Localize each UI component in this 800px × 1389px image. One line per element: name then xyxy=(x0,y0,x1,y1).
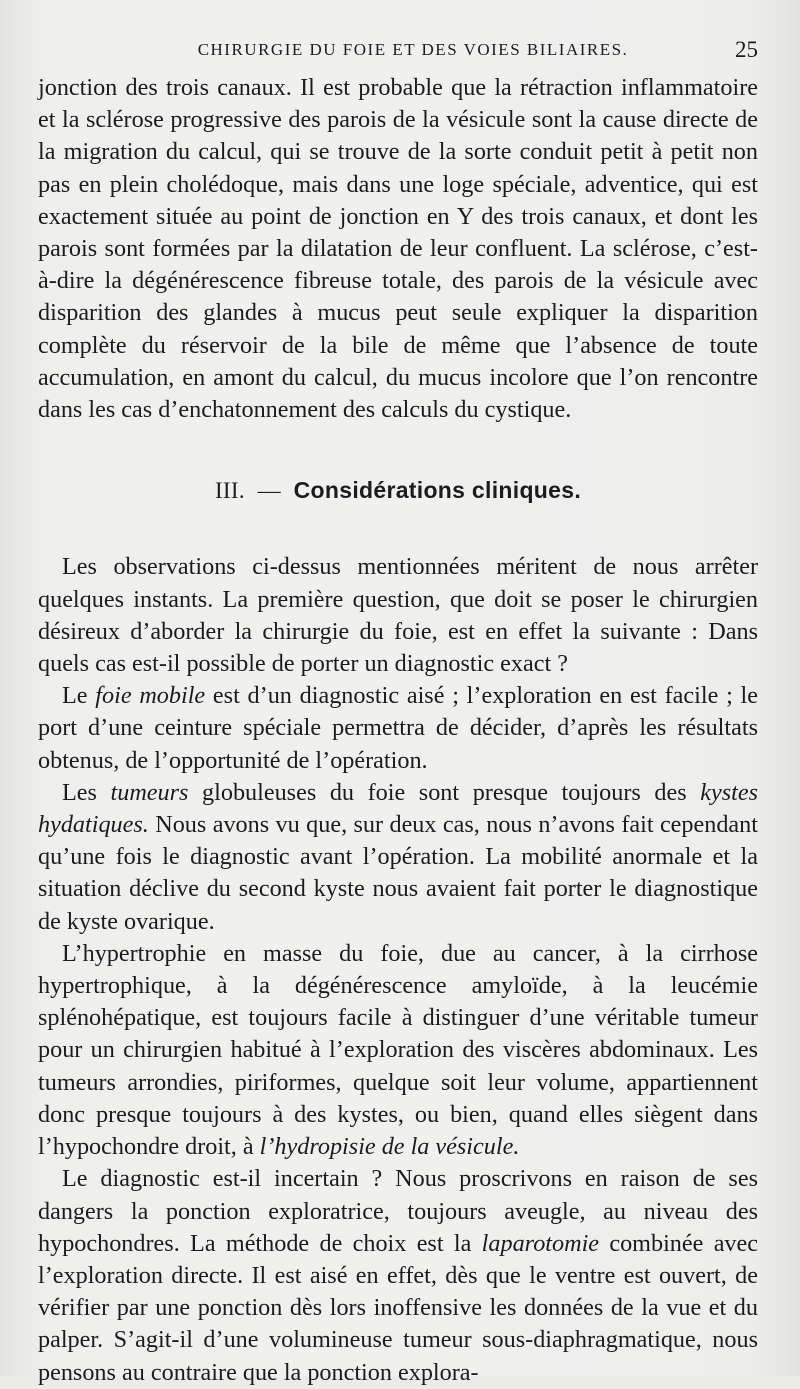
section-heading xyxy=(38,474,758,507)
page-number: 25 xyxy=(735,37,758,62)
text-run: Le diagnostic est-il incertain ? Nous proscrivons en raison de ses dangers la ponction exploratrice, toujours aveugle, au niveau des hypochondres. La méthode de choix est la xyxy=(38,1165,758,1257)
text-run: combinée avec l’exploration directe. Il est aisé en effet, dès que le ventre est ouvert, de vérifier par une ponction dès lors inoffensive les données de la vue et du palper. S’agit-il d’une volumineuse tumeur sous-diaphragmatique, nous pensons au contraire que la ponction explora- xyxy=(38,1229,758,1386)
text-run: Les xyxy=(62,778,111,806)
section-dash: — xyxy=(257,478,281,504)
paragraph-diagnostic xyxy=(38,1163,758,1388)
paragraph-tumeurs xyxy=(38,777,758,938)
paragraph-observations: Les observations ci-dessus mentionnées méritent de nous arrêter quelques instants. La première question, que doit se poser le chirurgien désireux d’aborder la chirurgie du foie, est en effet la suivante : Dans quels cas est-il possible de porter un diagnostic exact ? xyxy=(38,553,758,678)
running-header xyxy=(38,30,758,70)
text-run: globuleuses du foie sont presque toujours des xyxy=(188,778,701,806)
italic-term: kystes hydatiques. xyxy=(38,778,758,839)
italic-term: l’hydropisie de la vésicule. xyxy=(259,1133,520,1161)
text-run: L’hypertrophie en masse du foie, due au cancer, à la cirrhose hypertrophique, à la dégénérescence amyloïde, à la leucémie splénohépatique, est toujours facile à distinguer d’une véritable tumeur pour un chirurgien habitué à l’exploration des viscères abdominaux. Les tumeurs arrondies, piriformes, quelque soit leur volume, appartiennent donc presque toujours à des kystes, ou bien, quand elles siègent dans l’hypochondre droit, à xyxy=(38,939,758,1161)
paragraph-foie-mobile xyxy=(38,680,758,777)
text-run: est d’un diagnostic aisé ; l’exploration en est facile ; le port d’une ceinture spéciale permettra de décider, d’après les résultats obtenus, de l’opportunité de l’opération. xyxy=(38,682,759,774)
section-number: III. xyxy=(214,478,245,504)
text-run: Nous avons vu que, sur deux cas, nous n’avons fait cependant qu’une fois le diagnostic avant l’opération. La mobilité anormale et la situation déclive du second kyste nous avaient fait porter le diagnostique de kyste ovarique. xyxy=(38,811,758,935)
italic-term: laparotomie xyxy=(481,1229,600,1257)
paragraph-continuation: jonction des trois canaux. Il est probable que la rétraction inflammatoire et la sclérose progressive des parois de la vésicule sont la cause directe de la migration du calcul, qui se trouve de la sorte conduit petit à petit non pas en plein cholédoque, mais dans une loge spéciale, adventice, qui est exactement située au point de jonction en Y des trois canaux, et dont les parois sont formées par la dilatation de leur confluent. La sclérose, c’est-à-dire la dégénérescence fibreuse totale, des parois de la vésicule avec disparition des glandes à mucus peut seule expliquer la disparition complète du réservoir de la bile de même que l’absence de toute accumulation, en amont du calcul, du mucus incolore que l’on rencontre dans les cas d’enchatonnement des calculs du cystique. xyxy=(38,74,758,424)
body-text xyxy=(38,72,758,1389)
paragraph-hypertrophie xyxy=(38,938,758,1163)
text-run: Le xyxy=(62,682,96,710)
italic-term: foie mobile xyxy=(95,682,206,710)
italic-term: tumeurs xyxy=(110,778,189,806)
section-title: Considérations cliniques. xyxy=(293,477,582,504)
running-title: CHIRURGIE DU FOIE ET DES VOIES BILIAIRES. xyxy=(197,40,629,59)
